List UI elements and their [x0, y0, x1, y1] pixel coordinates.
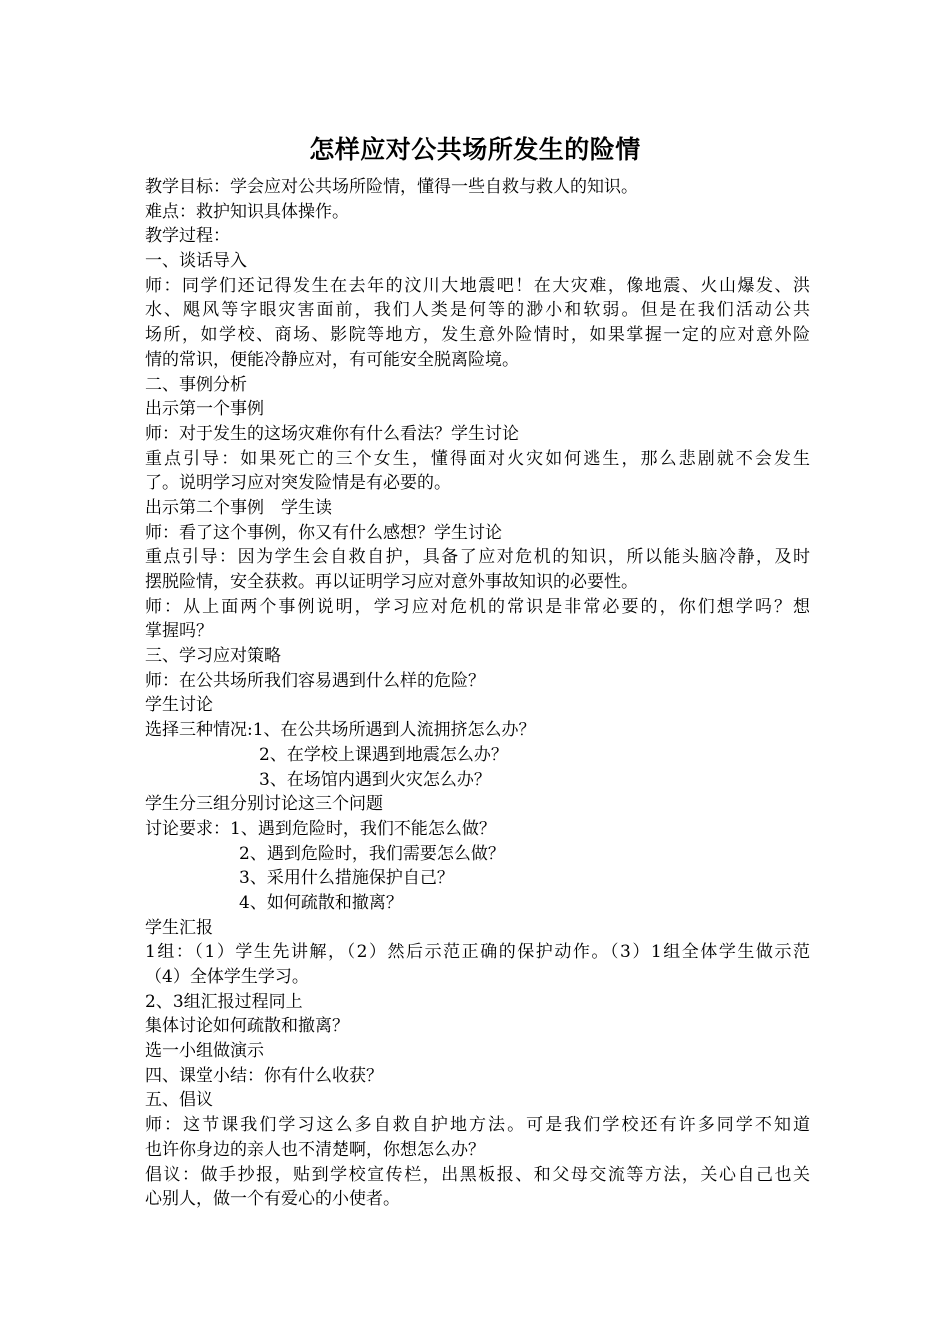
paragraph-line: 学生汇报: [145, 917, 213, 938]
paragraph-line: 出示第一个事例: [145, 399, 264, 420]
requirement-list-item: 2、遇到危险时，我们需要怎么做？: [239, 843, 505, 864]
paragraph-line: （4）全体学生学习。: [145, 967, 309, 987]
paragraph-line: 师：在公共场所我们容易遇到什么样的危险？: [145, 670, 485, 691]
paragraph-line: 选一小组做演示: [145, 1041, 264, 1062]
document-body: [145, 175, 810, 1212]
section-1-heading: 一、谈话导入: [145, 251, 247, 272]
requirement-list-item: 讨论要求：1、遇到危险时，我们不能怎么做？: [145, 818, 496, 839]
section-3-heading: 三、学习应对策略: [145, 646, 281, 667]
situation-list-item: 2、在学校上课遇到地震怎么办？: [259, 744, 508, 765]
paragraph-line: 2、3组汇报过程同上: [145, 991, 303, 1012]
paragraph-line: 场所，如学校、商场、影院等地方，发生意外险情时，如果掌握一定的应对意外险: [145, 325, 810, 346]
section-2-heading: 二、事例分析: [145, 374, 247, 395]
paragraph-line: 师：看了这个事例，你又有什么感想？学生讨论: [145, 522, 502, 543]
difficulty-line: 难点：救护知识具体操作。: [145, 201, 349, 222]
paragraph-line: 心别人，做一个有爱心的小使者。: [145, 1189, 400, 1210]
paragraph-line: 重点引导：因为学生会自救自护，具备了应对危机的知识，所以能头脑冷静，及时: [145, 547, 810, 568]
paragraph-line: 了。说明学习应对突发险情是有必要的。: [145, 473, 451, 494]
requirement-list-item: 4、如何疏散和撤离？: [239, 892, 403, 913]
paragraph-line: 掌握吗？: [145, 621, 213, 642]
paragraph-line: 水、飓风等字眼灾害面前，我们人类是何等的渺小和软弱。但是在我们活动公共: [145, 300, 810, 321]
paragraph-line: 师：同学们还记得发生在去年的汶川大地震吧！在大灾难，像地震、火山爆发、洪: [145, 275, 810, 296]
paragraph-line: 师：对于发生的这场灾难你有什么看法？学生讨论: [145, 423, 519, 444]
process-heading: 教学过程：: [145, 226, 230, 247]
paragraph-line: 情的常识，便能冷静应对，有可能安全脱离险境。: [145, 349, 519, 370]
section-5-heading: 五、倡议: [145, 1090, 213, 1111]
paragraph-line: 师：这节课我们学习这么多自救自护地方法。可是我们学校还有许多同学不知道: [145, 1115, 810, 1136]
requirement-list-item: 3、采用什么措施保护自己？: [239, 868, 454, 889]
situation-list-item: 选择三种情况:1、在公共场所遇到人流拥挤怎么办？: [145, 720, 536, 741]
paragraph-line: 也许你身边的亲人也不清楚啊，你想怎么办？: [145, 1139, 485, 1160]
paragraph-line: 摆脱险情，安全获救。再以证明学习应对意外事故知识的必要性。: [145, 572, 638, 592]
section-4-heading: 四、课堂小结：你有什么收获？: [145, 1065, 383, 1086]
document-title: 怎样应对公共场所发生的险情: [309, 135, 641, 164]
paragraph-line: 师：从上面两个事例说明，学习应对危机的常识是非常必要的，你们想学吗？想: [145, 596, 810, 617]
paragraph-line: 1组：（1）学生先讲解，（2）然后示范正确的保护动作。（3）1组全体学生做示范: [145, 942, 810, 963]
teaching-goal-line: 教学目标：学会应对公共场所险情，懂得一些自救与救人的知识。: [145, 177, 638, 197]
paragraph-line: 学生分三组分别讨论这三个问题: [145, 794, 383, 815]
paragraph-line: 出示第二个事例 学生读: [145, 497, 332, 518]
situation-list-item: 3、在场馆内遇到火灾怎么办？: [259, 769, 491, 790]
paragraph-line: 倡议：做手抄报，贴到学校宣传栏，出黑板报、和父母交流等方法，关心自己也关: [145, 1164, 810, 1185]
paragraph-line: 重点引导：如果死亡的三个女生，懂得面对火灾如何逃生，那么悲剧就不会发生: [145, 448, 810, 469]
paragraph-line: 学生讨论: [145, 695, 213, 716]
paragraph-line: 集体讨论如何疏散和撤离？: [145, 1016, 349, 1037]
